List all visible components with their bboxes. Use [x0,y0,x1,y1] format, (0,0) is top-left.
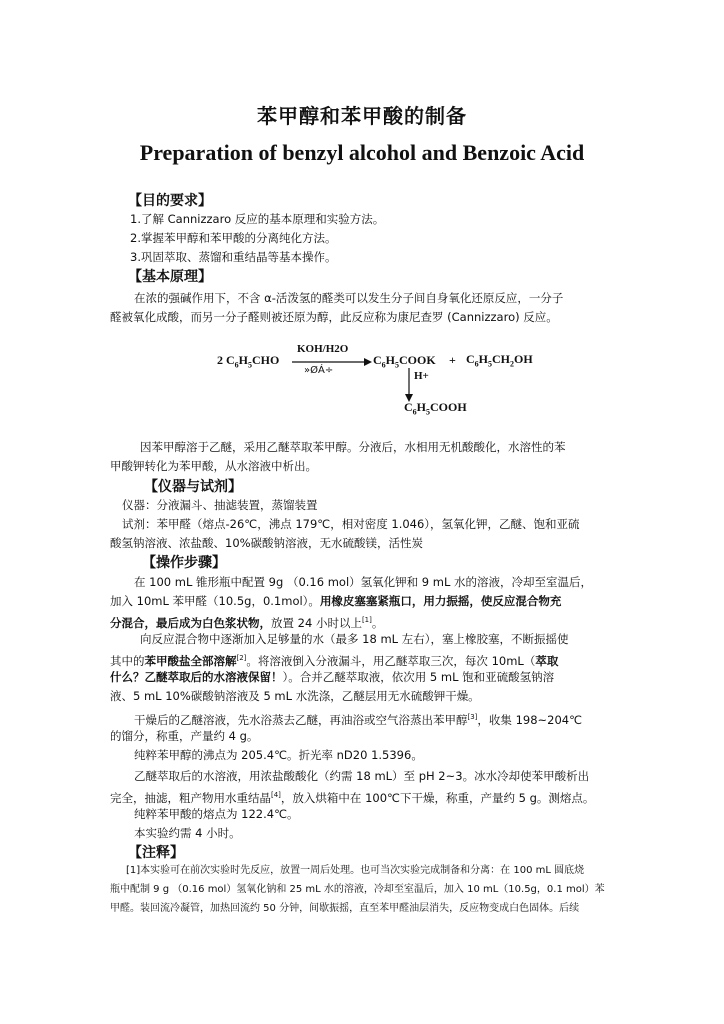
product-benzoic-acid: $C_6H_5COOH$ [404,400,467,417]
paragraph-line: 醛被氧化成酸，而另一分子醛则被还原为醇，此反应称为康尼查罗 (Cannizzaro) 反应。 [110,310,558,324]
paragraph-line: 甲酸钾转化为苯甲酸，从水溶液中析出。 [110,459,317,473]
procedure-line: 的馏分，称重，产量约 4 g。 [110,729,259,743]
procedure-line: 完全，抽滤，粗产物用水重结晶[4]，放入烘箱中在 100℃下干燥，称重，产量约 5 g。测熔点。 [110,790,595,805]
reactant-benzaldehyde: 2 $C_6H_5CHO$ [217,353,280,370]
reaction-condition: KOH/H2O [297,343,349,355]
procedure-line: 液、5 mL 10%碳酸钠溶液及 5 mL 水洗涤，乙醚层用无水硫酸钾干燥。 [110,689,480,703]
procedure-line: 干燥后的乙醚溶液，先水浴蒸去乙醚，再油浴或空气浴蒸出苯甲醇[3]，收集 198~204℃ [134,712,583,727]
product-potassium-benzoate: $C_6H_5COOK$ [373,353,436,370]
product-benzyl-alcohol: $C_6H_5CH_2OH$ [466,352,533,369]
down-arrow-icon [404,368,414,402]
note-line: [1]本实验可在前次实验时先反应，放置一周后处理。也可当次实验完成制备和分离：在 100 mL 圆底烧 [126,865,585,876]
note-line: 瓶中配制 9 g （0.16 mol）氢氧化钠和 25 mL 水的溶液，冷却至室温后，加入 10 mL（10.5g，0.1 mol）苯 [110,884,605,895]
objective-item: 1.了解 Cannizzaro 反应的基本原理和实验方法。 [130,212,385,226]
page-title: 苯甲醇和苯甲酸的制备 [257,104,467,128]
paragraph-line: 在浓的强碱作用下，不含 α-活泼氢的醛类可以发生分子间自身氧化还原反应，一分子 [134,291,564,305]
procedure-line: 加入 10mL 苯甲醛（10.5g，0.1mol）。用橡皮塞塞紧瓶口，用力振摇，使反应混合物充 [110,594,562,608]
objective-item: 2.掌握苯甲醇和苯甲酸的分离纯化方法。 [130,231,337,245]
section-heading-objectives: 【目的要求】 [128,193,212,209]
reaction-condition-garbled: »ØÁ÷ [304,365,334,376]
objective-item: 3.巩固萃取、蒸馏和重结晶等基本操作。 [130,250,337,264]
procedure-line: 分混合，最后成为白色浆状物，放置 24 小时以上[1]。 [110,615,384,630]
procedure-line: 向反应混合物中逐渐加入足够量的水（最多 18 mL 左右），塞上橡胶塞，不断振摇使 [140,632,569,646]
reagents-line: 酸氢钠溶液、浓盐酸、10%碳酸钠溶液，无水硫酸镁，活性炭 [110,536,424,550]
reagents-line: 试剂：苯甲醛（熔点-26℃，沸点 179℃，相对密度 1.046），氢氧化钾，乙醚、饱和亚硫 [122,517,580,531]
procedure-line: 本实验约需 4 小时。 [134,826,241,840]
section-heading-procedure: 【操作步骤】 [142,555,226,571]
acidification-label: H+ [414,370,429,382]
apparatus-line: 仪器：分液漏斗、抽滤装置，蒸馏装置 [122,498,318,512]
section-heading-notes: 【注释】 [128,845,184,861]
procedure-line: 其中的苯甲酸盐全部溶解[2]。将溶液倒入分液漏斗，用乙醚萃取三次，每次 10mL（萃取 [110,653,559,668]
section-heading-principle: 【基本原理】 [128,269,212,285]
page-subtitle: Preparation of benzyl alcohol and Benzoic Acid [139,140,585,165]
procedure-line: 纯粹苯甲酸的熔点为 122.4℃。 [134,807,299,821]
note-line: 甲醛。装回流冷凝管，加热回流约 50 分钟，间歇振摇，直至苯甲醛油层消失，反应物变成白色固体。后续 [110,903,580,914]
procedure-line: 乙醚萃取后的水溶液，用浓盐酸酸化（约需 18 mL）至 pH 2~3。冰水冷却使苯甲酸析出 [134,769,590,783]
section-heading-apparatus: 【仪器与试剂】 [144,479,242,495]
plus-sign: + [449,353,456,367]
paragraph-line: 因苯甲醇溶于乙醚，采用乙醚萃取苯甲醇。分液后，水相用无机酸酸化，水溶性的苯 [140,440,566,454]
procedure-line: 什么？乙醚萃取后的水溶液保留！）。合并乙醚萃取液，依次用 5 mL 饱和亚硫酸氢钠溶 [110,670,555,684]
procedure-line: 纯粹苯甲醇的沸点为 205.4℃。折光率 nD20 1.5396。 [134,748,423,762]
procedure-line: 在 100 mL 锥形瓶中配置 9g （0.16 mol）氢氧化钾和 9 mL 水的溶液，冷却至室温后， [134,575,593,589]
